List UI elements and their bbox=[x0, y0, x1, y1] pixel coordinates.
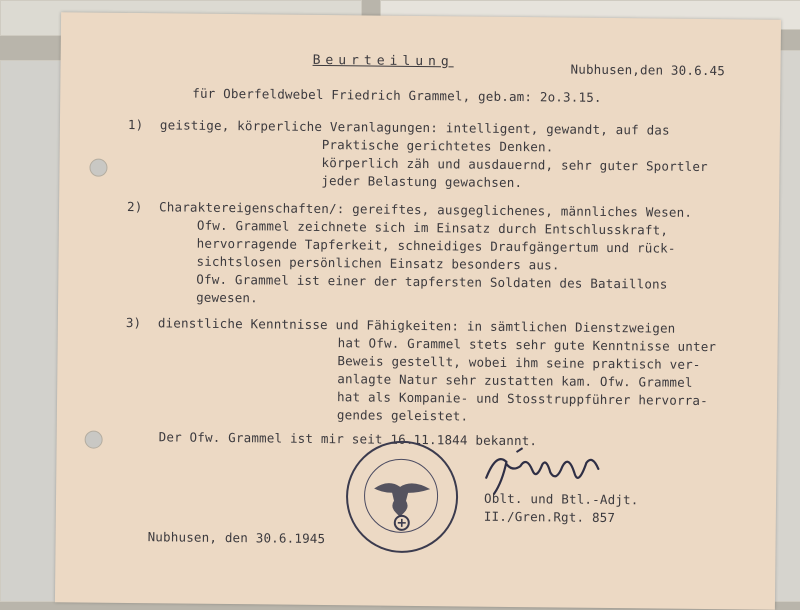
official-seal-stamp bbox=[345, 440, 458, 553]
section-3-line-6: gendes geleistet. bbox=[336, 407, 469, 424]
section-2-line-4: sichtslosen persönlichen Einsatz besonders aus. bbox=[196, 253, 560, 273]
section-3-line-4: anlagte Natur sehr zustatten kam. Ofw. Grammel bbox=[337, 371, 693, 390]
section-2-number: 2) bbox=[127, 198, 143, 215]
assessment-document bbox=[55, 12, 781, 610]
section-2-line-5: Ofw. Grammel ist einer der tapfersten Soldaten des Bataillons bbox=[196, 271, 668, 292]
signatory-rank-role: Oblt. und Btl.-Adjt. bbox=[483, 490, 639, 508]
section-3-line-2: hat Ofw. Grammel stets sehr gute Kenntnisse unter bbox=[337, 335, 717, 355]
section-3-line-5: hat als Kompanie- und Stosstruppführer hervorra- bbox=[337, 389, 709, 409]
section-1-number: 1) bbox=[127, 116, 144, 133]
punch-hole-upper bbox=[89, 159, 107, 177]
footer-place-date: Nubhusen, den 30.6.1945 bbox=[147, 529, 326, 547]
section-2-line-3: hervorragende Tapferkeit, schneidiges Draufgängertum und rück- bbox=[196, 235, 676, 256]
section-3-line-1: dienstliche Kenntnisse und Fähigkeiten: in sämtlichen Dienstzweigen bbox=[157, 315, 676, 336]
section-2-line-6: gewesen. bbox=[196, 289, 259, 306]
section-1-line-4: jeder Belastung gewachsen. bbox=[321, 172, 523, 191]
section-3-number: 3) bbox=[125, 314, 142, 331]
section-1-line-3: körperlich zäh und ausdauernd, sehr guter Sportler bbox=[321, 154, 708, 175]
section-2-line-1: Charaktereigenschaften/: gereiftes, ausgeglichenes, männliches Wesen. bbox=[158, 199, 693, 220]
eagle-emblem-icon bbox=[347, 442, 456, 551]
section-2-line-2: Ofw. Grammel zeichnete sich im Einsatz durch Entschlusskraft, bbox=[196, 217, 669, 238]
section-1-line-2: Praktische gerichtetes Denken. bbox=[321, 136, 554, 155]
signatory-unit: II./Gren.Rgt. 857 bbox=[483, 508, 616, 526]
section-3-line-3: Beweis gestellt, wobei ihm seine praktisch ver- bbox=[337, 353, 701, 372]
known-since-line: Der Ofw. Grammel ist mir seit 16.11.1844 bekannt. bbox=[158, 429, 538, 449]
section-1-line-1: geistige, körperliche Veranlagungen: intelligent, gewandt, auf das bbox=[159, 117, 670, 138]
document-title: Beurteilung bbox=[312, 52, 454, 70]
subject-line: für Oberfeldwebel Friedrich Grammel, geb.am: 2o.3.15. bbox=[192, 85, 602, 105]
punch-hole-lower bbox=[85, 431, 103, 449]
place-date-header: Nubhusen,den 30.6.45 bbox=[570, 61, 726, 79]
